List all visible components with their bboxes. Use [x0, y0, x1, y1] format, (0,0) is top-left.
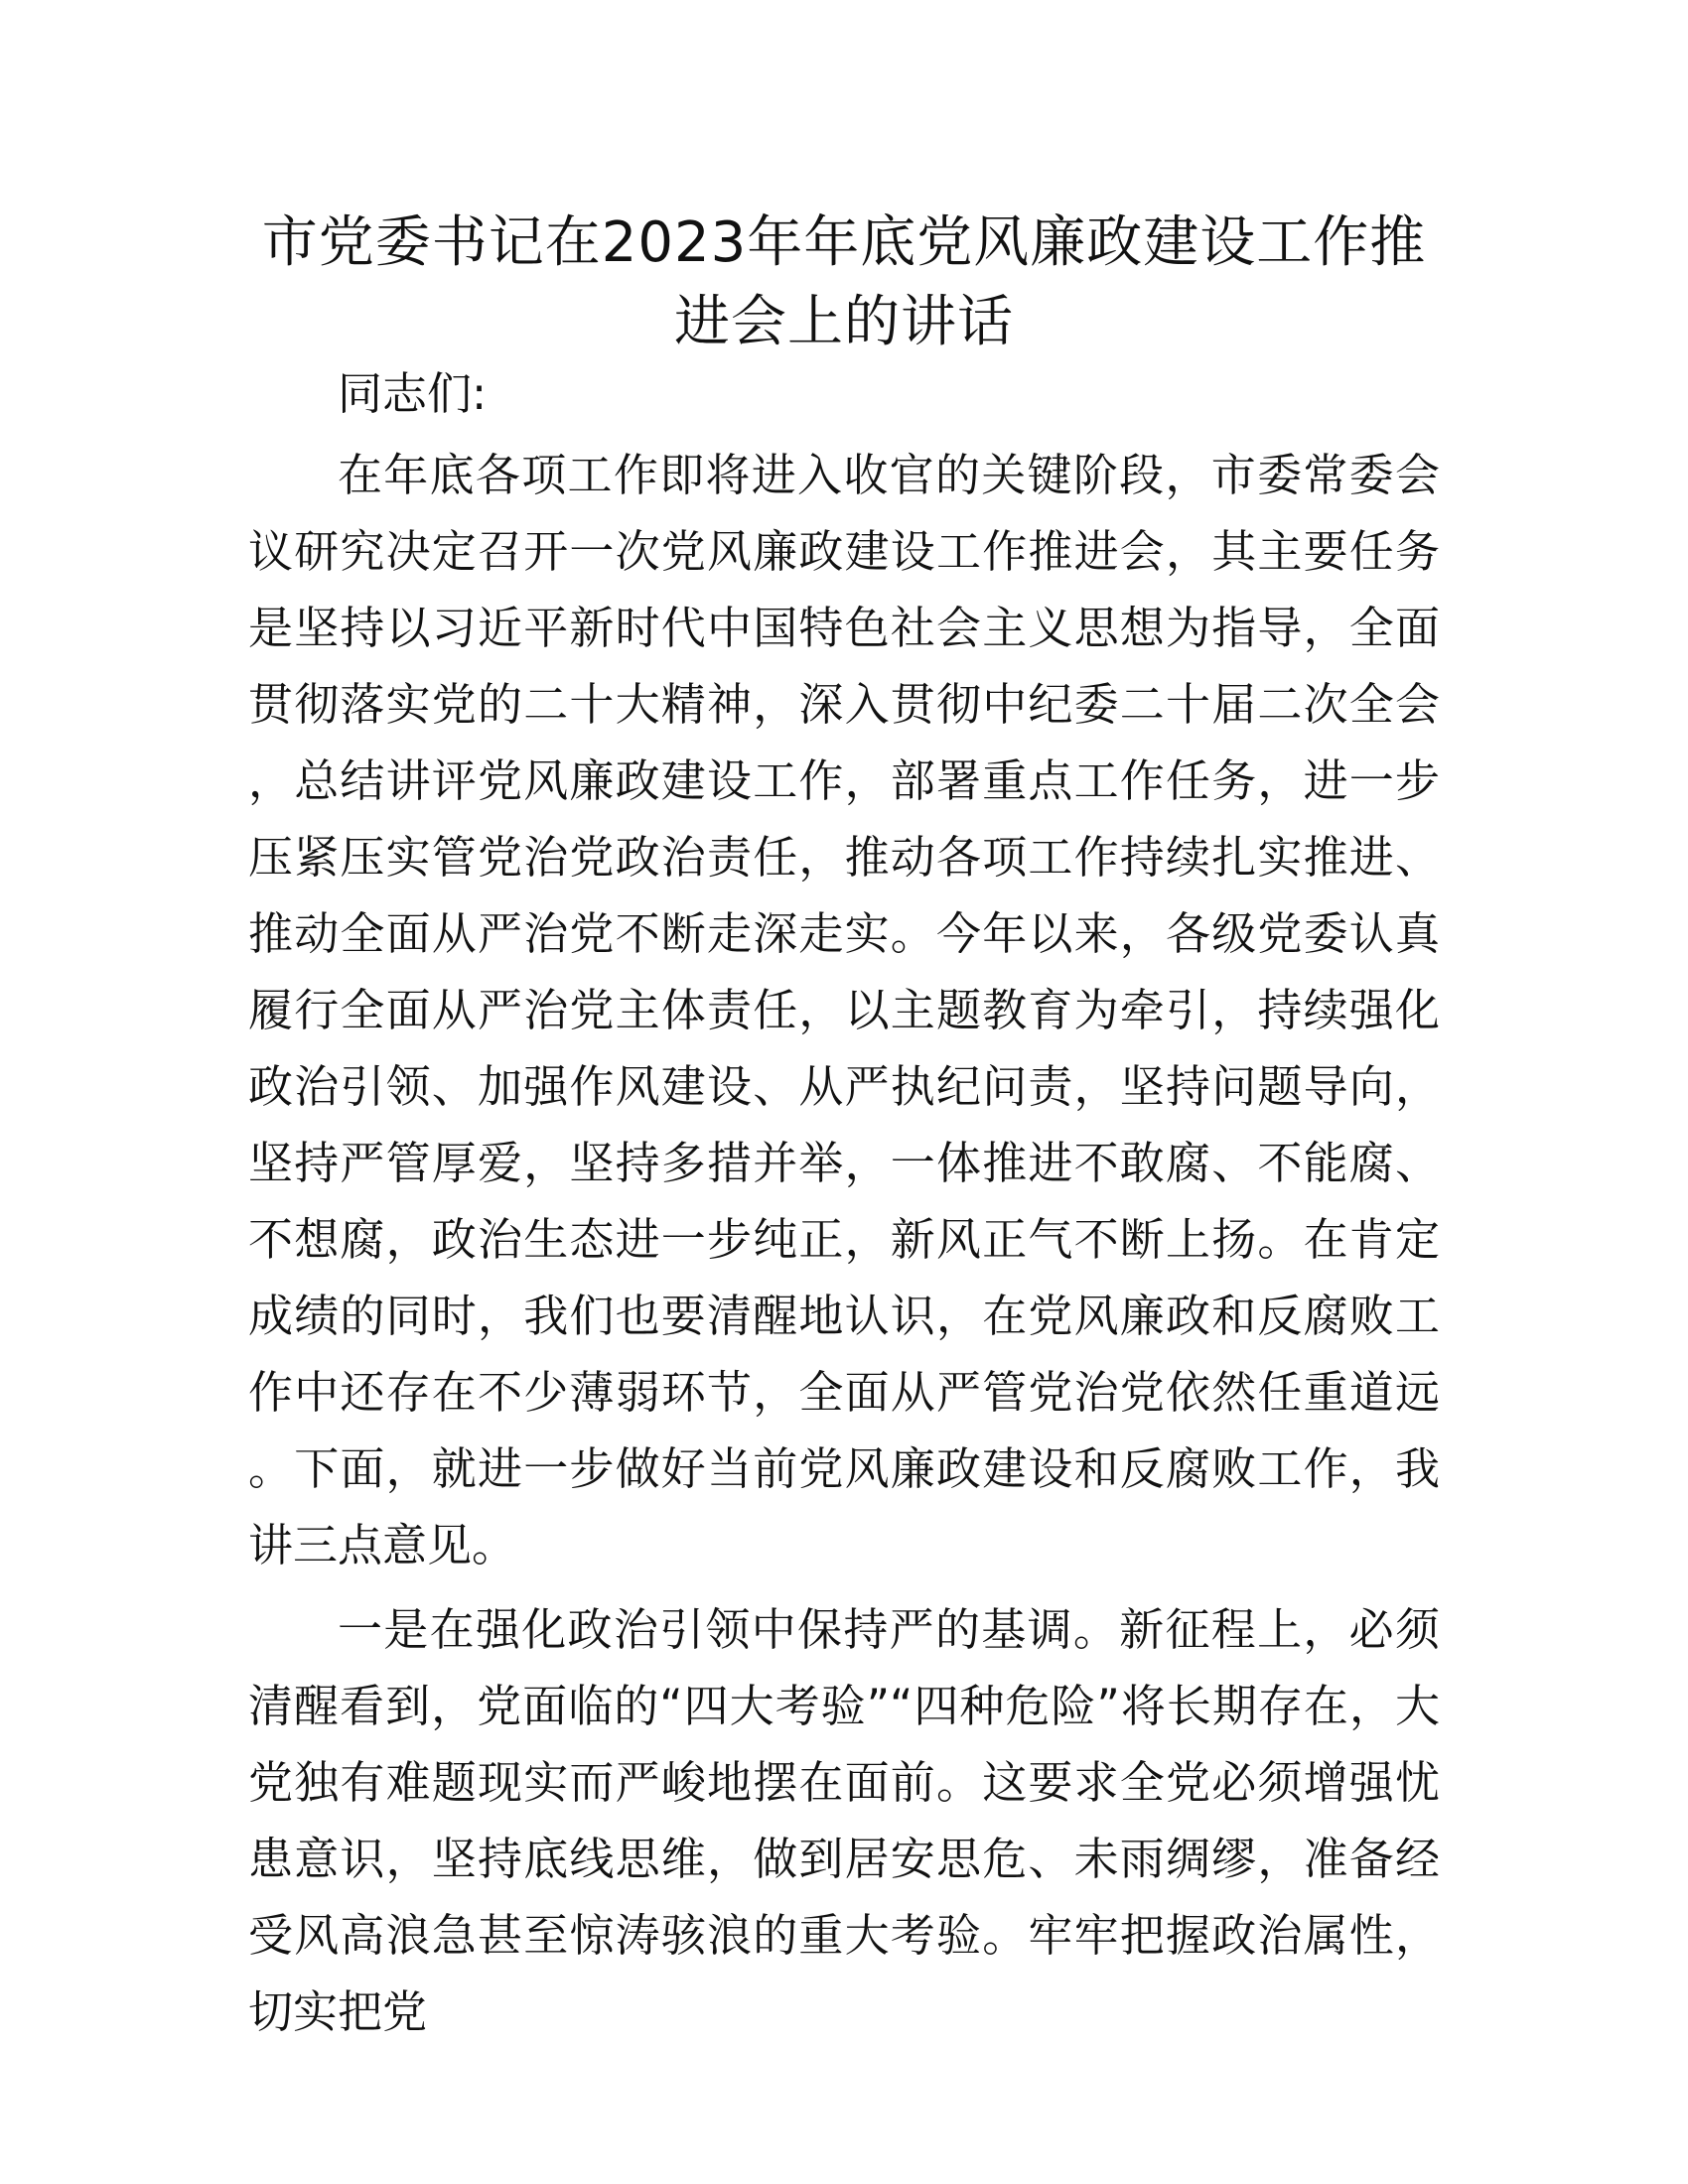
document-title: [238, 204, 1450, 362]
salutation: 同志们:: [338, 367, 488, 420]
paragraph-1: 在年底各项工作即将进入收官的关键阶段，市委常委会议研究决定召开一次党风廉政建设工作推进会，其主要任务是坚持以习近平新时代中国特色社会主义思想为指导，全面贯彻落实党的二十大精神，深入贯彻中纪委二十届二次全会，总结讲评党风廉政建设工作，部署重点工作任务，进一步压紧压实管党治党政治责任，推动各项工作持续扎实推进、推动全面从严治党不断走深走实。今年以来，各级党委认真履行全面从严治党主体责任，以主题教育为牵引，持续强化政治引领、加强作风建设、从严执纪问责，坚持问题导向，坚持严管厚爱，坚持多措并举，一体推进不敢腐、不能腐、不想腐，政治生态进一步纯正，新风正气不断上扬。在肯定成绩的同时，我们也要清醒地认识，在党风廉政和反腐败工作中还存在不少薄弱环节，全面从严管党治党依然任重道远。下面，就进一步做好当前党风廉政建设和反腐败工作，我讲三点意见。: [248, 449, 1440, 1571]
paragraph-2: 一是在强化政治引领中保持严的基调。新征程上，必须清醒看到，党面临的“四大考验”“四种危险”将长期存在，大党独有难题现实而严峻地摆在面前。这要求全党必须增强忧患意识，坚持底线思维，做到居安思危、未雨绸缪，准备经受风高浪急甚至惊涛骇浪的重大考验。牢牢把握政治属性，切实把党: [248, 1603, 1440, 2038]
document-title-line-2: 进会上的讲话: [674, 290, 1014, 354]
document-title-line-1: 市党委书记在2023年年底党风廉政建设工作推: [261, 210, 1427, 275]
document-body: [248, 355, 1440, 2058]
